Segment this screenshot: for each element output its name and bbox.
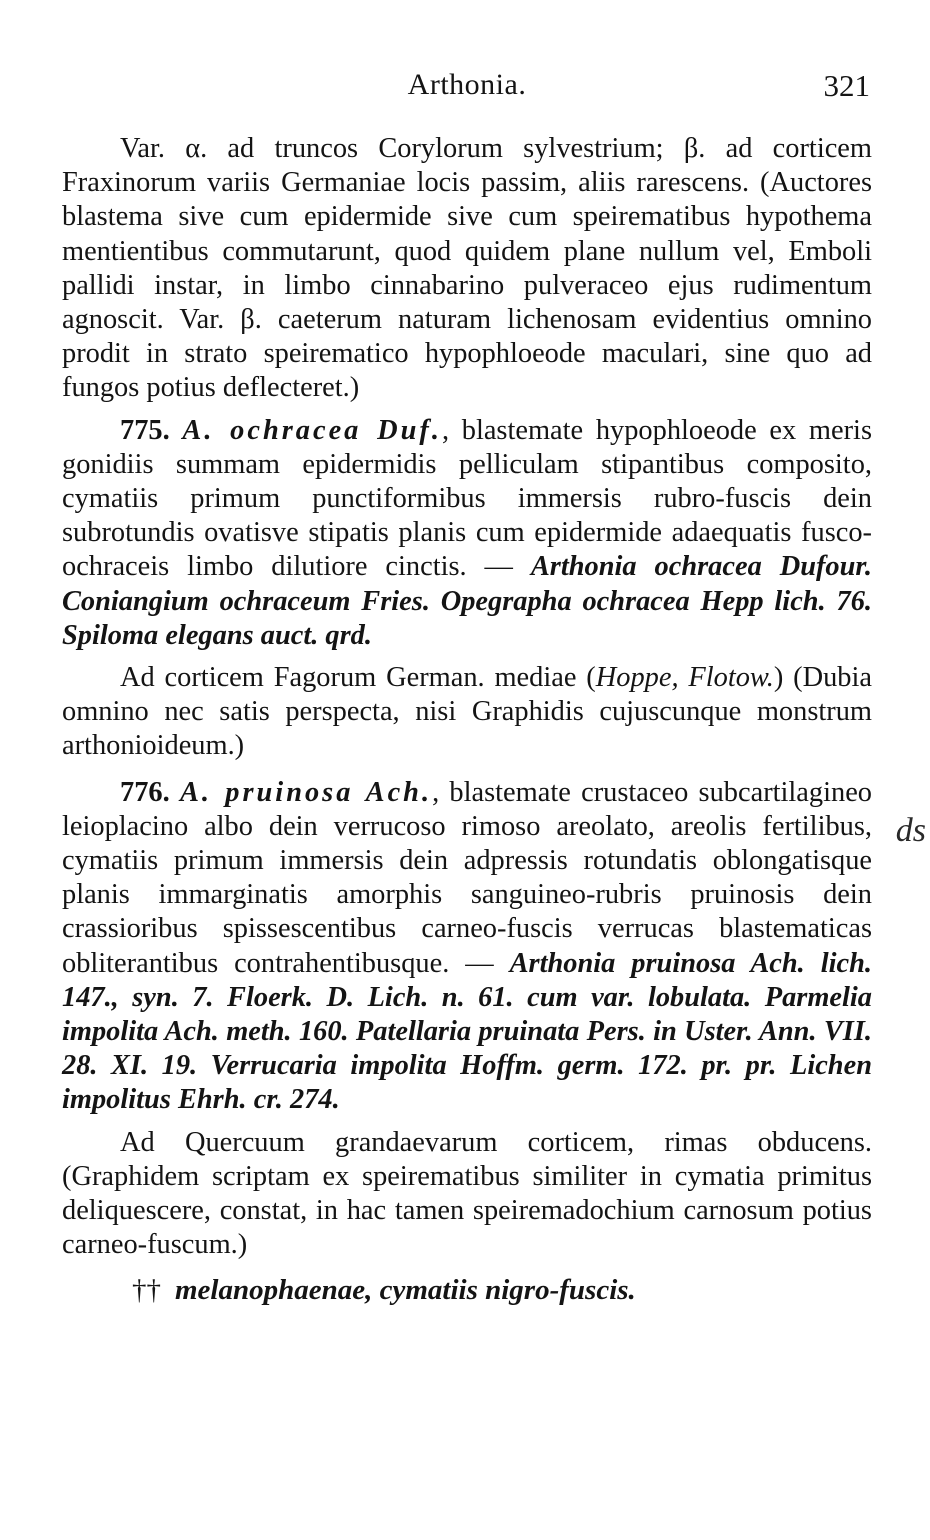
species-description: , blastemate crustaceo subcartilagineo leioplacino albo dein verrucoso rimoso areolato, areolis fertilibus, cymatiis primum immersis dein adpressis rotundatis oblongatisque planis immarginatis amorphis sanguineo-rubris pruinosis dein crassioribus spissescentibus carneo-fuscis verrucas blastematicas obliterantibus contrahentibusque. — xyxy=(62,776,872,979)
habitat-authorities: Hoppe, Flotow. xyxy=(595,662,774,694)
species-name: A. pruinosa Ach. xyxy=(179,776,433,808)
page-header xyxy=(62,68,872,108)
page-number: 321 xyxy=(823,68,870,103)
habitat-text: Ad corticem Fagorum German. mediae ( xyxy=(120,662,596,694)
section-heading xyxy=(62,1273,872,1307)
paragraph-var-notes: Var. α. ad truncos Corylorum sylvestrium; β. ad corticem Fraxinorum variis Germaniae locis passim, aliis rarescens. (Auctores blastema sive cum epidermide sive cum speirematibus hypothema mentientibus commutarunt, quod quidem plane nullum vel, Emboli pallidi instar, in limbo cinnabarino pulveraceo ejus rudimentum agnoscit. Var. β. caeterum naturam lichenosam evidentius omnino prodit in strato speirematico hypophloeode maculari, sine quo ad fungos potius deflecteret.) xyxy=(62,133,872,404)
running-title: Arthonia. xyxy=(407,68,527,101)
synonymy: Arthonia ochracea Dufour. Coniangium ochraceum Fries. Opegrapha ochracea Hepp lich. 76. Spiloma elegans auct. qrd. xyxy=(62,551,872,651)
section-title: melanophaenae, cymatiis nigro-fuscis. xyxy=(175,1273,636,1306)
species-description: , blastemate hypophloeode ex meris gonidiis summam epidermidis pelliculam stipantibus composito, cymatiis primum punctiformibus immersis rubro-fuscis dein subrotundis ovatisve stipatis planis cum epidermide adaequatis fusco-ochraceis limbo dilutiore cinctis. — xyxy=(62,414,872,583)
dagger-mark: †† xyxy=(132,1273,161,1306)
entry-776 xyxy=(62,776,872,1118)
paragraph-habitat-775 xyxy=(62,661,872,764)
synonymy: Arthonia pruinosa Ach. lich. 147., syn. 7. Floerk. D. Lich. n. 61. cum var. lobulata. Parmelia impolita Ach. meth. 160. Patellaria pruinata Pers. in Uster. Ann. VII. 28. XI. 19. Verrucaria impolita Hoffm. germ. 172. pr. pr. Lichen impolitus Ehrh. cr. 274. xyxy=(62,947,872,1116)
paragraph-habitat-776: Ad Quercuum grandaevarum corticem, rimas obducens. (Graphidem scriptam ex speirematibus similiter in cymatia primitus deliquescere, constat, in hac tamen speiremadochium carnosum potius carneo-fuscum.) xyxy=(62,1126,872,1261)
entry-number: 775. xyxy=(120,414,170,446)
entry-number: 776. xyxy=(120,776,170,808)
entry-775 xyxy=(62,414,872,653)
habitat-remark: ) (Dubia omnino nec satis perspecta, nisi Graphidis cujuscunque monstrum arthonioideum.) xyxy=(62,662,872,762)
handwritten-margin-note: ds xyxy=(895,812,926,849)
body-text xyxy=(62,132,872,1307)
species-name: A. ochracea Duf. xyxy=(182,414,442,446)
